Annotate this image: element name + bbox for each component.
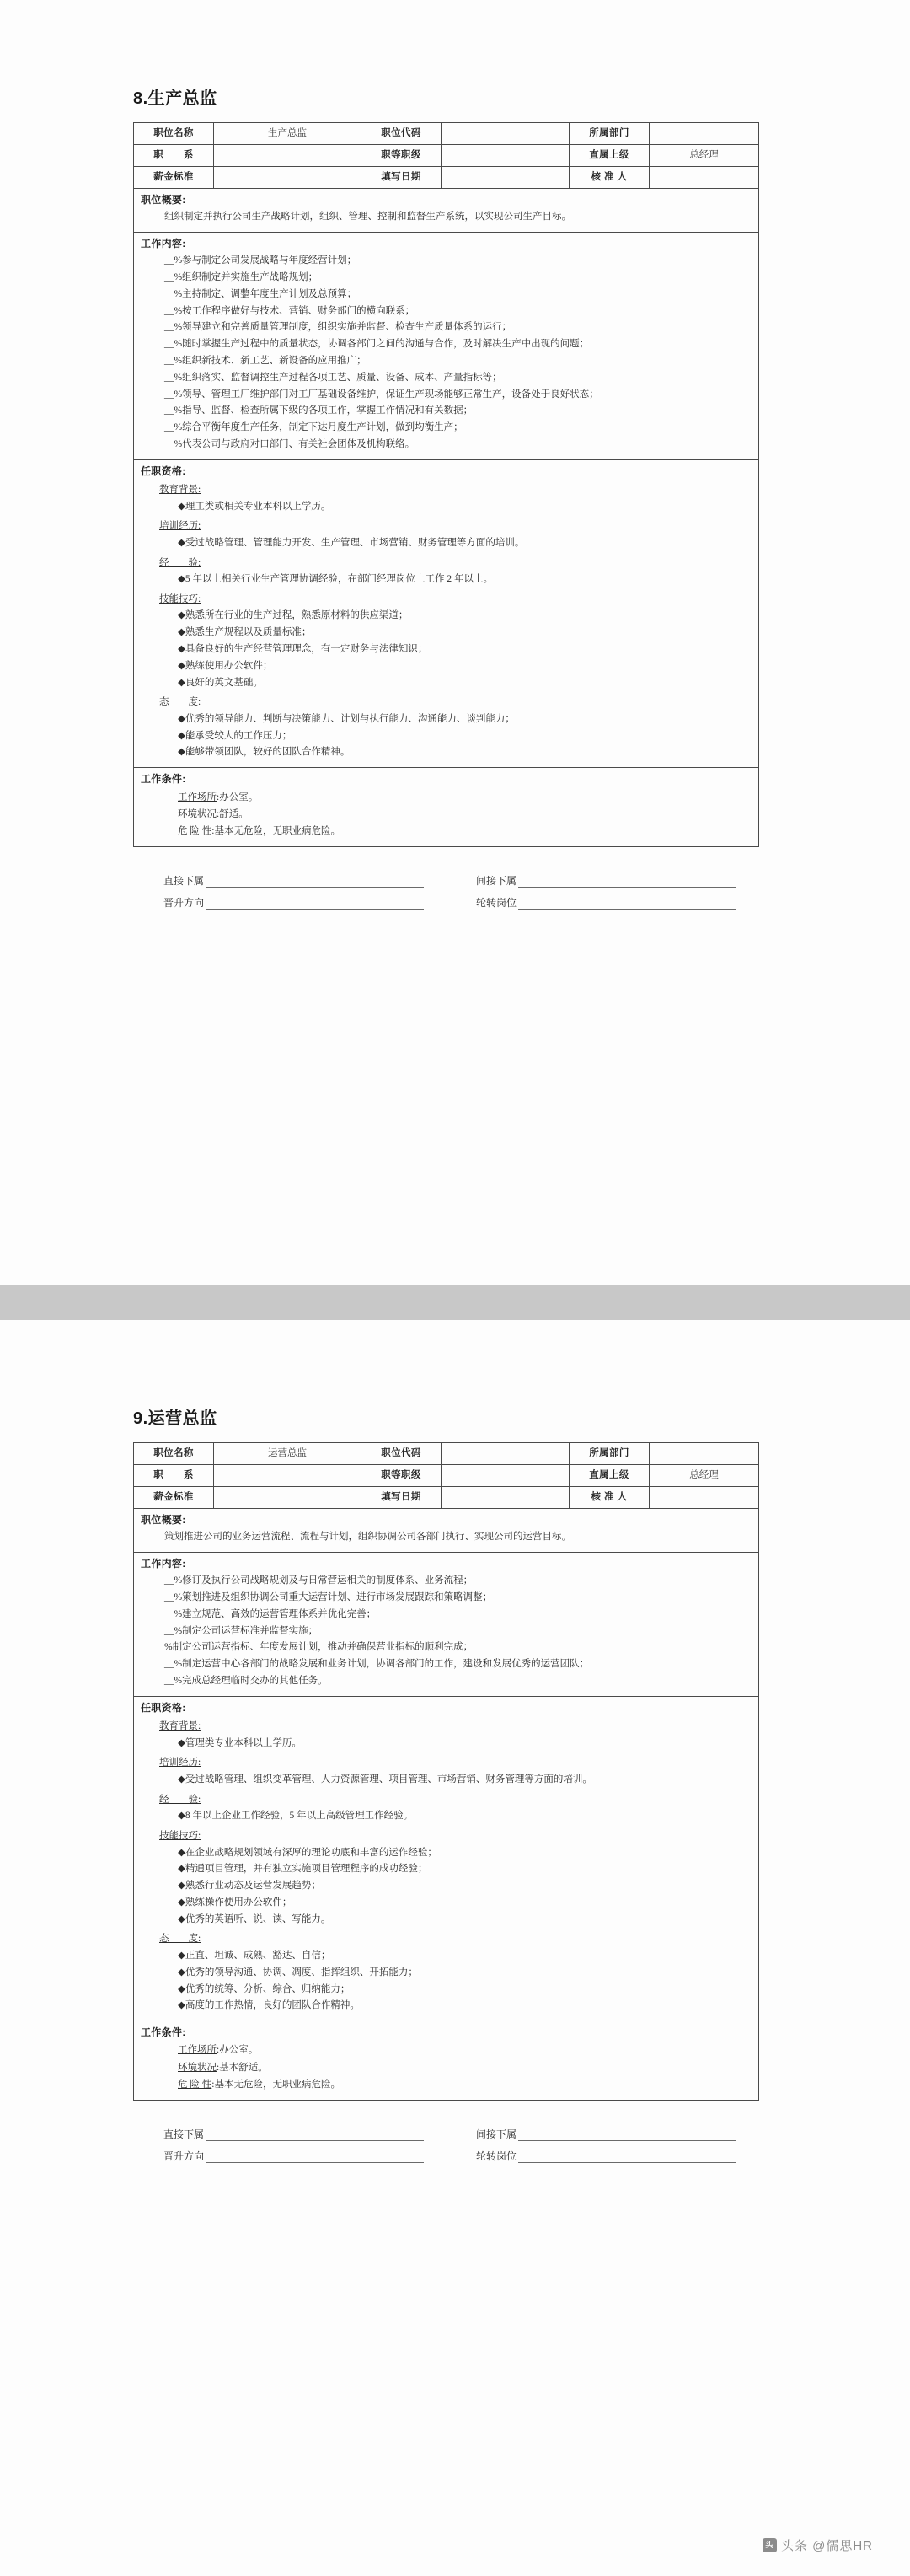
footer-fields-2	[133, 2119, 758, 2163]
qualification-group	[159, 1792, 753, 1825]
conditions-list	[141, 2042, 753, 2093]
field-value-approver	[650, 167, 759, 189]
qualification-group	[159, 1755, 753, 1788]
condition-label: 危 险 性	[178, 826, 212, 837]
qualification-group-label: 教育背景:	[159, 484, 201, 495]
condition-line	[178, 789, 753, 806]
qualification-groups	[141, 482, 753, 761]
duty-item: __%综合平衡年度生产任务，制定下达月度生产计划，做到均衡生产；	[164, 422, 463, 433]
footer-field	[446, 888, 758, 910]
footer-field	[446, 2119, 758, 2141]
conditions-list	[141, 789, 753, 840]
qualification-group-label: 教育背景:	[159, 1721, 201, 1732]
section-row-qualification	[134, 1696, 759, 2021]
field-label-position-code: 职位代码	[361, 123, 442, 145]
footer-field	[133, 2141, 446, 2163]
section-summary	[134, 1509, 759, 1553]
qualification-group-label: 经 验:	[159, 1794, 201, 1805]
field-value-salary	[214, 1487, 361, 1509]
qualification-item: ◆良好的英文基础。	[178, 677, 263, 688]
field-value-grade	[442, 145, 570, 167]
duty-item: __%制定公司运营标准并监督实施；	[164, 1625, 318, 1636]
qualification-item: ◆熟练使用办公软件；	[178, 660, 273, 671]
qualification-item: ◆在企业战略规划领域有深厚的理论功底和丰富的运作经验；	[178, 1847, 437, 1858]
table-row	[134, 123, 759, 145]
summary-text: 组织制定并执行公司生产战略计划，组织、管理、控制和监督生产系统，以实现公司生产目标。	[164, 212, 571, 223]
field-value-position-name: 运营总监	[214, 1443, 361, 1465]
qualification-item-list	[159, 608, 753, 691]
qualification-item: ◆精通项目管理，并有独立实施项目管理程序的成功经验；	[178, 1864, 428, 1875]
condition-label: 工作场所	[178, 792, 217, 802]
qualification-item: ◆受过战略管理、组织变革管理、人力资源管理、项目管理、市场营销、财务管理等方面的培训。	[178, 1774, 592, 1785]
condition-value: :舒适。	[217, 809, 249, 819]
field-value-fill-date	[442, 1487, 570, 1509]
footer-field	[133, 866, 446, 888]
qualification-item-list	[159, 711, 753, 761]
field-label-department: 所属部门	[570, 1443, 650, 1465]
document-page-1	[0, 0, 910, 1285]
qualification-item: ◆具备良好的生产经营管理理念，有一定财务与法律知识；	[178, 644, 428, 654]
job-description-table-2	[133, 1442, 759, 2101]
footer-field-label: 直接下属	[163, 874, 205, 887]
qualification-item-list	[159, 1736, 753, 1752]
condition-label: 危 险 性	[178, 2080, 212, 2090]
field-label-job-family: 职 系	[134, 1465, 214, 1487]
qualification-item: ◆正直、坦诚、成熟、豁达、自信；	[178, 1951, 331, 1962]
field-label-grade: 职等职级	[361, 1465, 442, 1487]
field-value-job-family	[214, 1465, 361, 1487]
section-row-summary	[134, 189, 759, 233]
footer-field-blank[interactable]	[206, 2129, 424, 2141]
footer-field-blank[interactable]	[518, 2151, 736, 2163]
footer-field-blank[interactable]	[518, 876, 736, 888]
field-label-fill-date: 填写日期	[361, 1487, 442, 1509]
condition-value: :基本无危险，无职业病危险。	[211, 2080, 340, 2090]
duty-item: __%策划推进及组织协调公司重大运营计划、进行市场发展跟踪和策略调整；	[164, 1592, 493, 1603]
qualification-group-label: 技能技巧:	[159, 1831, 201, 1842]
job-description-table-1	[133, 122, 759, 847]
qualification-item-list	[159, 1808, 753, 1825]
summary-text: 策划推进公司的业务运营流程、流程与计划，组织协调公司各部门执行、实现公司的运营目标。	[164, 1532, 571, 1543]
qualification-item-list	[159, 1845, 753, 1929]
qualification-group	[159, 695, 753, 761]
qualification-item: ◆管理类专业本科以上学历。	[178, 1737, 302, 1748]
qualification-item: ◆熟悉生产规程以及质量标准；	[178, 627, 312, 638]
condition-line	[178, 2042, 753, 2058]
footer-field-blank[interactable]	[206, 898, 424, 910]
section-heading-duties: 工作内容:	[141, 238, 186, 250]
qualification-item: ◆能承受较大的工作压力；	[178, 730, 292, 741]
duty-item: __%参与制定公司发展战略与年度经营计划；	[164, 255, 357, 266]
footer-field-label: 轮转岗位	[476, 896, 517, 909]
footer-field-label: 直接下属	[163, 2128, 205, 2140]
footer-field-label: 晋升方向	[163, 896, 205, 909]
section-heading-qualification: 任职资格:	[141, 1701, 186, 1714]
field-label-job-family: 职 系	[134, 145, 214, 167]
page-title: 9.运营总监	[133, 1409, 217, 1428]
qualification-item: ◆熟悉所在行业的生产过程，熟悉原材料的供应渠道；	[178, 610, 409, 621]
field-label-fill-date: 填写日期	[361, 167, 442, 189]
section-heading-summary: 职位概要:	[141, 194, 186, 206]
duty-item: __%按工作程序做好与技术、营销、财务部门的横向联系；	[164, 305, 415, 316]
footer-field-blank[interactable]	[206, 876, 424, 888]
qualification-group-label: 技能技巧:	[159, 593, 201, 604]
section-heading-summary: 职位概要:	[141, 1514, 186, 1526]
qualification-item: ◆熟练操作使用办公软件；	[178, 1897, 292, 1908]
field-value-grade	[442, 1465, 570, 1487]
condition-value: :办公室。	[217, 792, 259, 802]
field-label-supervisor: 直属上级	[570, 145, 650, 167]
condition-label: 工作场所	[178, 2045, 217, 2056]
section-qualification	[134, 1696, 759, 2021]
duty-item: __%制定运营中心各部门的战略发展和业务计划，协调各部门的工作，建设和发展优秀的运营团队；	[164, 1659, 590, 1670]
qualification-group	[159, 1719, 753, 1752]
condition-value: :办公室。	[217, 2045, 259, 2056]
condition-label: 环境状况	[178, 2062, 217, 2073]
duty-item: __%代表公司与政府对口部门、有关社会团体及机构联络。	[164, 438, 415, 449]
field-value-position-name: 生产总监	[214, 123, 361, 145]
field-value-salary	[214, 167, 361, 189]
field-label-position-name: 职位名称	[134, 1443, 214, 1465]
duty-item: __%完成总经理临时交办的其他任务。	[164, 1676, 328, 1686]
duty-item: %制定公司运营指标、年度发展计划，推动并确保营业指标的顺利完成；	[164, 1642, 474, 1653]
field-label-department: 所属部门	[570, 123, 650, 145]
duty-item: __%组织新技术、新工艺、新设备的应用推广；	[164, 356, 367, 366]
condition-line	[178, 806, 753, 823]
section-duties	[134, 1553, 759, 1697]
duty-item: __%主持制定、调整年度生产计划及总预算；	[164, 288, 357, 299]
page-separator	[0, 1285, 910, 1301]
duty-item: __%建立规范、高效的运营管理体系并优化完善；	[164, 1608, 377, 1619]
field-value-position-code	[442, 123, 570, 145]
section-heading-conditions: 工作条件:	[141, 773, 186, 786]
section-row-duties	[134, 1553, 759, 1697]
watermark	[763, 2536, 873, 2554]
qualification-item-list	[159, 1948, 753, 2015]
field-value-supervisor: 总经理	[650, 1465, 759, 1487]
section-summary	[134, 189, 759, 233]
qualification-item: ◆5 年以上相关行业生产管理协调经验，在部门经理岗位上工作 2 年以上。	[178, 574, 493, 585]
duty-item: __%组织落实、监督调控生产过程各项工艺、质量、设备、成本、产量指标等；	[164, 372, 502, 383]
section-row-summary	[134, 1509, 759, 1553]
condition-label: 环境状况	[178, 809, 217, 819]
duty-item: __%领导建立和完善质量管理制度，组织实施并监督、检查生产质量体系的运行；	[164, 322, 512, 333]
field-label-approver: 核 准 人	[570, 1487, 650, 1509]
qualification-group	[159, 518, 753, 551]
qualification-group	[159, 1931, 753, 2015]
condition-line	[178, 2076, 753, 2093]
section-row-duties	[134, 233, 759, 460]
condition-value: :基本无危险，无职业病危险。	[211, 826, 340, 837]
section-heading-conditions: 工作条件:	[141, 2026, 186, 2039]
qualification-item: ◆理工类或相关专业本科以上学历。	[178, 501, 331, 512]
section-heading-duties: 工作内容:	[141, 1558, 186, 1570]
table-row	[134, 1487, 759, 1509]
qualification-item: ◆能够带领团队，较好的团队合作精神。	[178, 747, 351, 758]
duty-item: __%随时掌握生产过程中的质量状态，协调各部门之间的沟通与合作，及时解决生产中出现的问题；	[164, 339, 590, 350]
field-label-salary: 薪金标准	[134, 167, 214, 189]
document-page-2	[0, 1320, 910, 2576]
qualification-item-list	[159, 535, 753, 552]
duties-list	[141, 1573, 753, 1689]
footer-field	[446, 2141, 758, 2163]
footer-field-blank[interactable]	[518, 898, 736, 910]
footer-field-label: 轮转岗位	[476, 2149, 517, 2162]
qualification-item-list	[159, 499, 753, 516]
table-row	[134, 145, 759, 167]
qualification-group	[159, 555, 753, 588]
duty-item: __%修订及执行公司战略规划及与日常营运相关的制度体系、业务流程；	[164, 1575, 474, 1586]
field-value-department	[650, 123, 759, 145]
field-value-department	[650, 1443, 759, 1465]
field-value-position-code	[442, 1443, 570, 1465]
section-heading-qualification: 任职资格:	[141, 464, 186, 477]
duty-item: __%领导、管理工厂维护部门对工厂基础设备维护，保证生产现场能够正常生产，设备处于良好状态；	[164, 389, 599, 400]
section-row-qualification	[134, 459, 759, 768]
table-row	[134, 167, 759, 189]
field-value-fill-date	[442, 167, 570, 189]
field-label-position-code: 职位代码	[361, 1443, 442, 1465]
table-row	[134, 1443, 759, 1465]
qualification-item: ◆受过战略管理、管理能力开发、生产管理、市场营销、财务管理等方面的培训。	[178, 537, 525, 548]
qualification-group-label: 经 验:	[159, 557, 201, 568]
duty-item: __%组织制定并实施生产战略规划；	[164, 272, 318, 283]
section-conditions	[134, 768, 759, 847]
section-duties	[134, 233, 759, 460]
footer-field-label: 间接下属	[476, 2128, 517, 2140]
footer-field	[446, 866, 758, 888]
footer-fields-1	[133, 866, 758, 910]
field-value-approver	[650, 1487, 759, 1509]
qualification-group-label: 态 度:	[159, 1934, 201, 1945]
qualification-item: ◆优秀的英语听、说、读、写能力。	[178, 1913, 331, 1924]
section-row-conditions	[134, 768, 759, 847]
footer-field	[133, 888, 446, 910]
qualification-group-label: 态 度:	[159, 697, 201, 708]
page-title: 8.生产总监	[133, 89, 217, 108]
duties-list	[141, 253, 753, 453]
qualification-item: ◆优秀的统筹、分析、综合、归纳能力；	[178, 1983, 351, 1994]
condition-line	[178, 2059, 753, 2076]
qualification-item-list	[159, 572, 753, 588]
field-label-position-name: 职位名称	[134, 123, 214, 145]
section-qualification	[134, 459, 759, 768]
field-label-supervisor: 直属上级	[570, 1465, 650, 1487]
qualification-item: ◆优秀的领导沟通、协调、凋度、指挥组织、开拓能力；	[178, 1967, 418, 1978]
field-value-supervisor: 总经理	[650, 145, 759, 167]
field-label-approver: 核 准 人	[570, 167, 650, 189]
qualification-group-label: 培训经历:	[159, 521, 201, 532]
duty-item: __%指导、监督、检查所属下级的各项工作，掌握工作情况和有关数据；	[164, 405, 474, 416]
section-row-conditions	[134, 2021, 759, 2101]
footer-field	[133, 2119, 446, 2141]
qualification-item: ◆优秀的领导能力、判断与决策能力、计划与执行能力、沟通能力、谈判能力；	[178, 713, 515, 724]
footer-field-blank[interactable]	[518, 2129, 736, 2141]
qualification-item-list	[159, 1772, 753, 1789]
toutiao-badge-icon: 头	[763, 2538, 777, 2552]
section-conditions	[134, 2021, 759, 2101]
qualification-item: ◆熟悉行业动态及运营发展趋势；	[178, 1881, 321, 1892]
qualification-groups	[141, 1719, 753, 2015]
footer-field-label: 间接下属	[476, 874, 517, 887]
footer-field-label: 晋升方向	[163, 2149, 205, 2162]
footer-field-blank[interactable]	[206, 2151, 424, 2163]
condition-value: :基本舒适。	[217, 2062, 268, 2073]
qualification-group	[159, 592, 753, 691]
qualification-item: ◆高度的工作热情，良好的团队合作精神。	[178, 2000, 360, 2011]
qualification-group-label: 培训经历:	[159, 1758, 201, 1768]
field-value-job-family	[214, 145, 361, 167]
table-row	[134, 1465, 759, 1487]
field-label-grade: 职等职级	[361, 145, 442, 167]
qualification-group	[159, 482, 753, 515]
field-label-salary: 薪金标准	[134, 1487, 214, 1509]
qualification-group	[159, 1828, 753, 1928]
condition-line	[178, 823, 753, 840]
qualification-item: ◆8 年以上企业工作经验，5 年以上高级管理工作经验。	[178, 1811, 414, 1822]
watermark-text: 头条 @儒思HR	[780, 2539, 873, 2553]
